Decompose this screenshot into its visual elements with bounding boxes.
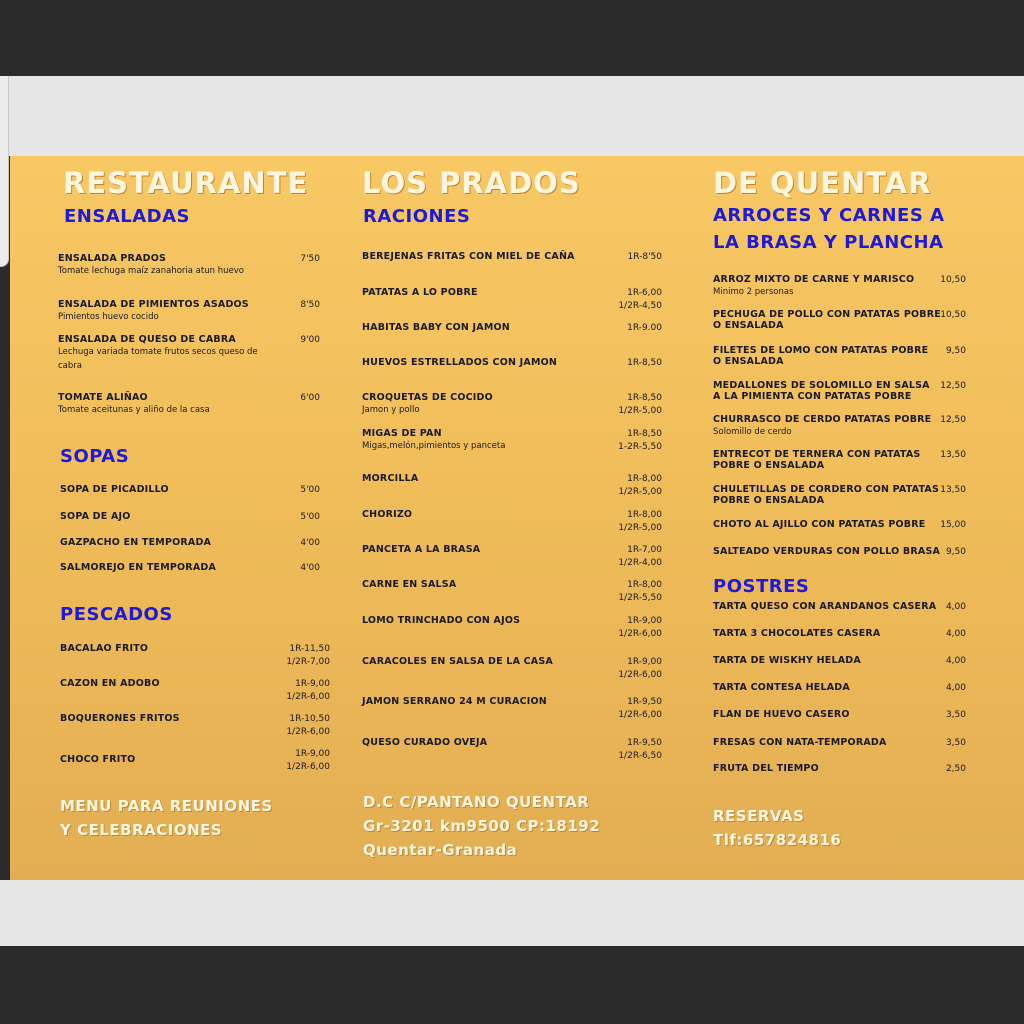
heading-postres: POSTRES xyxy=(713,576,810,597)
list-item: SALMOREJO EN TEMPORADA 4'00 xyxy=(60,562,320,573)
list-item: CROQUETAS DE COCIDO Jamon y pollo 1R-8,50 1/2R-5,00 xyxy=(362,392,662,416)
list-item: ENSALADA DE QUESO DE CABRA Lechuga variada tomate frutos secos queso de cabra 9'00 xyxy=(58,334,320,371)
list-item: TOMATE ALIÑAO Tomate aceitunas y aliño de la casa 6'00 xyxy=(58,392,320,415)
list-item: ENTRECOT DE TERNERA CON PATATAS POBRE O ENSALADA 13,50 xyxy=(713,449,966,471)
list-item: ENSALADA DE PIMIENTOS ASADOS Pimientos huevo cocido 8'50 xyxy=(58,299,320,322)
list-item: SOPA DE PICADILLO 5'00 xyxy=(60,484,320,495)
top-gray-margin xyxy=(0,76,1024,156)
title-los-prados: LOS PRADOS xyxy=(362,166,581,200)
list-item: PATATAS A LO POBRE 1R-6,00 1/2R-4,50 xyxy=(362,287,662,311)
footer-address: D.C C/PANTANO QUENTAR Gr-3201 km9500 CP:18192 Quentar-Granada xyxy=(363,793,601,859)
list-item: TARTA DE WISKHY HELADA 4,00 xyxy=(713,655,966,666)
list-item: GAZPACHO EN TEMPORADA 4'00 xyxy=(60,537,320,548)
list-item: FRESAS CON NATA-TEMPORADA 3,50 xyxy=(713,737,966,748)
list-item: ARROZ MIXTO DE CARNE Y MARISCO Minimo 2 personas 10,50 xyxy=(713,274,966,297)
list-item: FILETES DE LOMO CON PATATAS POBRE O ENSALADA 9,50 xyxy=(713,345,966,367)
list-item: CARACOLES EN SALSA DE LA CASA 1R-9,00 1/2R-6,00 xyxy=(362,656,662,680)
list-item: HUEVOS ESTRELLADOS CON JAMON 1R-8,50 xyxy=(362,357,662,368)
list-item: MIGAS DE PAN Migas,melón,pimientos y panceta 1R-8,50 1-2R-5,50 xyxy=(362,428,662,452)
top-dark-bar xyxy=(0,0,1024,76)
list-item: SOPA DE AJO 5'00 xyxy=(60,511,320,522)
list-item: PANCETA A LA BRASA 1R-7,00 1/2R-4,00 xyxy=(362,544,662,568)
list-item: LOMO TRINCHADO CON AJOS 1R-9,00 1/2R-6,00 xyxy=(362,615,662,639)
list-item: CHURRASCO DE CERDO PATATAS POBRE Solomillo de cerdo 12,50 xyxy=(713,414,966,437)
list-item: MEDALLONES DE SOLOMILLO EN SALSA A LA PIMIENTA CON PATATAS POBRE 12,50 xyxy=(713,380,966,402)
list-item: CHORIZO 1R-8,00 1/2R-5,00 xyxy=(362,509,662,533)
bottom-gray-margin xyxy=(0,880,1024,946)
list-item: QUESO CURADO OVEJA 1R-9,50 1/2R-6,50 xyxy=(362,737,662,761)
bottom-dark-bar xyxy=(0,946,1024,1024)
heading-raciones: RACIONES xyxy=(363,206,471,227)
list-item: CHOTO AL AJILLO CON PATATAS POBRE 15,00 xyxy=(713,519,966,530)
list-item: ENSALADA PRADOS Tomate lechuga maíz zanahoria atun huevo 7'50 xyxy=(58,253,320,276)
footer-reservas: RESERVAS Tlf:657824816 xyxy=(713,807,842,849)
list-item: BACALAO FRITO 1R-11,50 1/2R-7,00 xyxy=(60,643,330,667)
list-item: CHULETILLAS DE CORDERO CON PATATAS POBRE O ENSALADA 13,50 xyxy=(713,484,966,506)
list-item: MORCILLA 1R-8,00 1/2R-5,00 xyxy=(362,473,662,497)
list-item: BOQUERONES FRITOS 1R-10,50 1/2R-6,00 xyxy=(60,713,330,737)
menu-sheet xyxy=(10,156,1024,880)
title-restaurante: RESTAURANTE xyxy=(63,166,309,200)
list-item: SALTEADO VERDURAS CON POLLO BRASA 9,50 xyxy=(713,546,966,557)
list-item: CHOCO FRITO 1R-9,00 1/2R-6,00 xyxy=(60,749,330,772)
list-item: PECHUGA DE POLLO CON PATATAS POBRE O ENSALADA 10,50 xyxy=(713,309,966,331)
heading-arroces-carnes: ARROCES Y CARNES A LA BRASA Y PLANCHA xyxy=(713,205,945,253)
heading-sopas: SOPAS xyxy=(60,446,130,467)
left-edge-artifact xyxy=(0,76,9,267)
heading-ensaladas: ENSALADAS xyxy=(64,206,190,227)
title-de-quentar: DE QUENTAR xyxy=(713,166,932,200)
list-item: CAZON EN ADOBO 1R-9,00 1/2R-6,00 xyxy=(60,678,330,702)
list-item: FLAN DE HUEVO CASERO 3,50 xyxy=(713,709,966,720)
list-item: TARTA 3 CHOCOLATES CASERA 4,00 xyxy=(713,628,966,639)
list-item: TARTA CONTESA HELADA 4,00 xyxy=(713,682,966,693)
list-item: HABITAS BABY CON JAMON 1R-9.00 xyxy=(362,322,662,333)
list-item: BEREJENAS FRITAS CON MIEL DE CAÑA 1R-8'50 xyxy=(362,251,662,262)
footer-menu-reuniones: MENU PARA REUNIONES Y CELEBRACIONES xyxy=(60,797,273,839)
list-item: JAMON SERRANO 24 M CURACION 1R-9,50 1/2R-6,00 xyxy=(362,696,662,720)
list-item: FRUTA DEL TIEMPO 2,50 xyxy=(713,763,966,774)
heading-pescados: PESCADOS xyxy=(60,604,173,625)
list-item: CARNE EN SALSA 1R-8,00 1/2R-5,50 xyxy=(362,579,662,603)
list-item: TARTA QUESO CON ARANDANOS CASERA 4,00 xyxy=(713,601,966,612)
